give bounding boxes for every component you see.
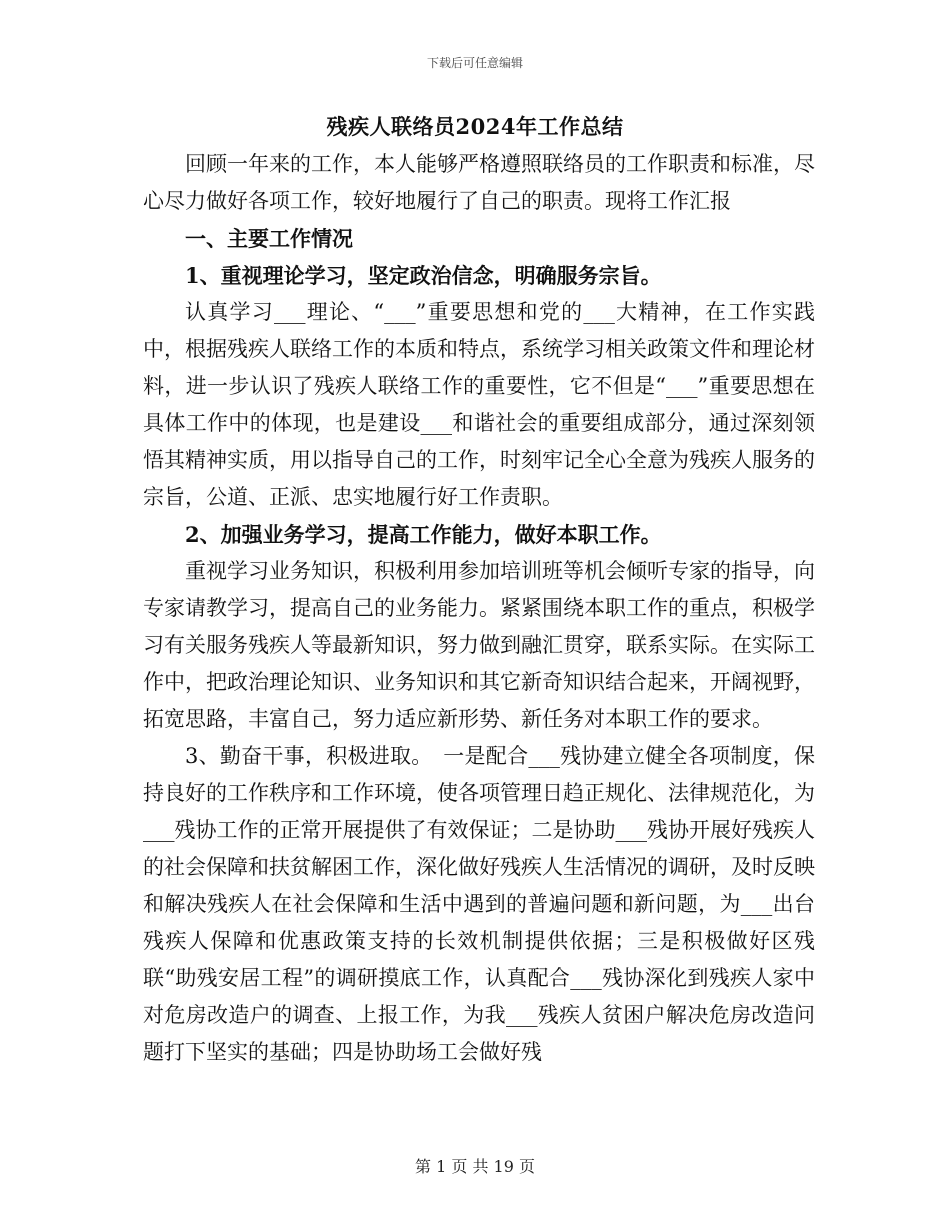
page-footer-number: 第 1 页 共 19 页 (415, 1157, 535, 1176)
item-paragraph-2: 重视学习业务知识，积极利用参加培训班等机会倾听专家的指导，向专家请教学习，提高自己的业务能力。紧紧围绕本职工作的重点，积极学习有关服务残疾人等最新知识，努力做到融汇贯穿，联系实际。在实际工作中，把政治理论知识、业务知识和其它新奇知识结合起来，开阔视野，拓宽思路，丰富自己，努力适应新形势、新任务对本职工作的要求。 (143, 559, 815, 731)
item-paragraph-1: 认真学习___理论、“___”重要思想和党的___大精神，在工作实践中，根据残疾人联络工作的本质和特点，系统学习相关政策文件和理论材料，进一步认识了残疾人联络工作的重要性，它不但是“___”重要思想在具体工作中的体现，也是建设___和谐社会的重要组成部分，通过深刻领悟其精神实质，用以指导自己的工作，时刻牢记全心全意为残疾人服务的宗旨，公道、正派、忠实地履行好工作责职。 (143, 300, 815, 509)
document-body (143, 146, 815, 1071)
item-paragraph-3: 3、勤奋干事，积极进取。 一是配合___残协建立健全各项制度，保持良好的工作秩序和工作环境，使各项管理日趋正规化、法律规范化，为___残协工作的正常开展提供了有效保证；二是协助___残协开展好残疾人的社会保障和扶贫解困工作，深化做好残疾人生活情况的调研，及时反映和解决残疾人在社会保障和生活中遇到的普遍问题和新问题，为___出台残疾人保障和优惠政策支持的长效机制提供依据；三是积极做好区残联“助残安居工程”的调研摸底工作，认真配合___残协深化到残疾人家中对危房改造户的调查、上报工作，为我___残疾人贫困户解决危房改造问题打下坚实的基础；四是协助场工会做好残 (143, 744, 815, 1064)
item-heading-2: 2、加强业务学习，提高工作能力，做好本职工作。 (185, 522, 662, 547)
section-heading-1: 一、主要工作情况 (185, 226, 353, 251)
intro-paragraph: 回顾一年来的工作，本人能够严格遵照联络员的工作职责和标准，尽心尽力做好各项工作，较好地履行了自己的职责。现将工作汇报 (143, 152, 815, 213)
page-header-note: 下载后可任意编辑 (426, 56, 523, 70)
document-title: 残疾人联络员2024年工作总结 (326, 114, 624, 139)
item-heading-1: 1、重视理论学习，坚定政治信念，明确服务宗旨。 (185, 263, 662, 288)
